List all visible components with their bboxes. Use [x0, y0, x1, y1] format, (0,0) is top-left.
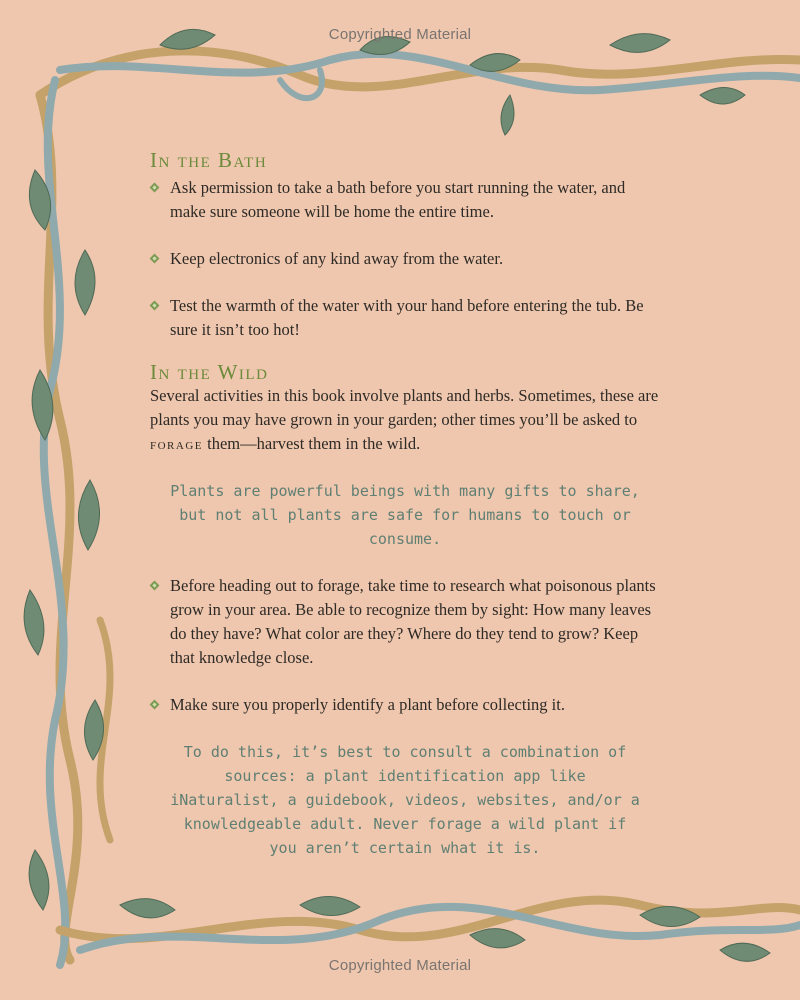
- page-content: [150, 148, 660, 860]
- section-heading-bath: In the Bath: [150, 148, 268, 172]
- diamond-bullet-icon: [150, 700, 160, 710]
- intro-paragraph: Several activities in this book involve plants and herbs. Sometimes, these are plants you may have grown in your garden; other times you’ll be asked to forage them—harvest them in the wild.: [150, 386, 659, 453]
- list-item: Test the warmth of the water with your hand before entering the tub. Be sure it isn’t too hot!: [150, 294, 660, 342]
- diamond-bullet-icon: [150, 183, 160, 193]
- list-item: Keep electronics of any kind away from the water.: [150, 247, 660, 271]
- forage-term: forage: [150, 437, 204, 453]
- list-item: Make sure you properly identify a plant before collecting it.: [150, 693, 660, 717]
- copyright-watermark-top: Copyrighted Material: [328, 26, 472, 43]
- callout-identification-sources: To do this, it’s best to consult a combination of sources: a plant identification app like iNaturalist, a guidebook, videos, websites, and/or a knowledgeable adult. Never forage a wild plant if you aren’t certain what it is.: [170, 743, 640, 857]
- diamond-bullet-icon: [150, 581, 160, 591]
- list-item: Ask permission to take a bath before you start running the water, and make sure someone will be home the entire time.: [150, 176, 660, 224]
- callout-plants-power: Plants are powerful beings with many gifts to share, but not all plants are safe for humans to touch or consume.: [170, 482, 640, 548]
- section-heading-wild: In the Wild: [150, 360, 269, 384]
- copyright-watermark-bottom: Copyrighted Material: [328, 957, 472, 974]
- diamond-bullet-icon: [150, 254, 160, 264]
- diamond-bullet-icon: [150, 301, 160, 311]
- list-item: Before heading out to forage, take time to research what poisonous plants grow in your area. Be able to recognize them by sight: How many leaves do they have? What color are they? Where do they tend to grow? Keep that knowledge close.: [150, 574, 660, 670]
